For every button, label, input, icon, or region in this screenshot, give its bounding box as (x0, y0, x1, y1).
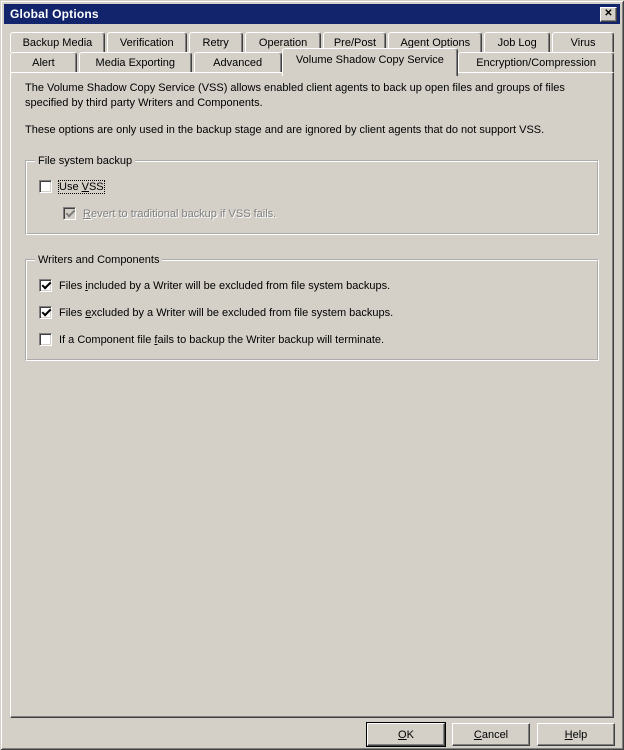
group-file-system-backup (25, 155, 599, 235)
tab-retry[interactable]: Retry (189, 32, 243, 52)
window-title: Global Options (10, 7, 99, 21)
tab-page-vss (10, 72, 614, 718)
checkbox-use-vss[interactable] (39, 179, 585, 194)
checkbox-files-excluded[interactable] (39, 305, 585, 320)
tab-alert[interactable]: Alert (10, 52, 77, 72)
tab-pre-post[interactable]: Pre/Post (323, 32, 386, 52)
checkbox-revert-traditional (63, 206, 585, 221)
component-fails-label: If a Component file fails to backup the Writer backup will terminate. (59, 333, 385, 346)
close-icon: ✕ (604, 8, 613, 19)
tab-verification[interactable]: Verification (107, 32, 187, 52)
checkbox-component-fails[interactable] (39, 332, 585, 347)
tab-volume-shadow-copy-service[interactable]: Volume Shadow Copy Service (282, 48, 459, 76)
close-button[interactable] (600, 7, 617, 22)
group-writers-components-title: Writers and Components (35, 254, 162, 267)
tab-operation[interactable]: Operation (245, 32, 322, 52)
revert-checkbox-icon (63, 207, 76, 220)
use-vss-label: Use VSS (59, 180, 104, 193)
revert-label: Revert to traditional backup if VSS fails. (83, 207, 277, 220)
files-included-label: Files included by a Writer will be excluded from file system backups. (59, 279, 391, 292)
files-excluded-checkbox-icon[interactable] (39, 306, 52, 319)
tab-agent-options[interactable]: Agent Options (388, 32, 482, 52)
ok-button[interactable]: OK (367, 723, 445, 746)
vss-description-2: These options are only used in the backup stage and are ignored by client agents that do not support VSS. (25, 124, 545, 136)
tab-job-log[interactable]: Job Log (484, 32, 550, 52)
group-writers-components (25, 254, 599, 361)
dialog-button-row (4, 723, 615, 746)
vss-description-1: The Volume Shadow Copy Service (VSS) allows enabled client agents to back up open files and groups of files specified by third party Writers and Components. (25, 82, 565, 109)
tab-encryption-compression[interactable]: Encryption/Compression (458, 52, 614, 72)
tab-virus[interactable]: Virus (552, 32, 614, 52)
checkbox-files-included[interactable] (39, 278, 585, 293)
files-excluded-label: Files excluded by a Writer will be excluded from file system backups. (59, 306, 394, 319)
tab-advanced[interactable]: Advanced (194, 52, 282, 72)
help-button[interactable]: Help (537, 723, 615, 746)
tab-strip (10, 32, 614, 72)
tab-row-2 (10, 52, 614, 72)
title-bar (4, 4, 620, 24)
use-vss-checkbox-icon[interactable] (39, 180, 52, 193)
cancel-button[interactable]: Cancel (452, 723, 530, 746)
component-fails-checkbox-icon[interactable] (39, 333, 52, 346)
group-file-system-backup-title: File system backup (35, 155, 135, 168)
files-included-checkbox-icon[interactable] (39, 279, 52, 292)
tab-media-exporting[interactable]: Media Exporting (79, 52, 192, 72)
tab-backup-media[interactable]: Backup Media (10, 32, 105, 52)
empty-area (25, 361, 599, 707)
